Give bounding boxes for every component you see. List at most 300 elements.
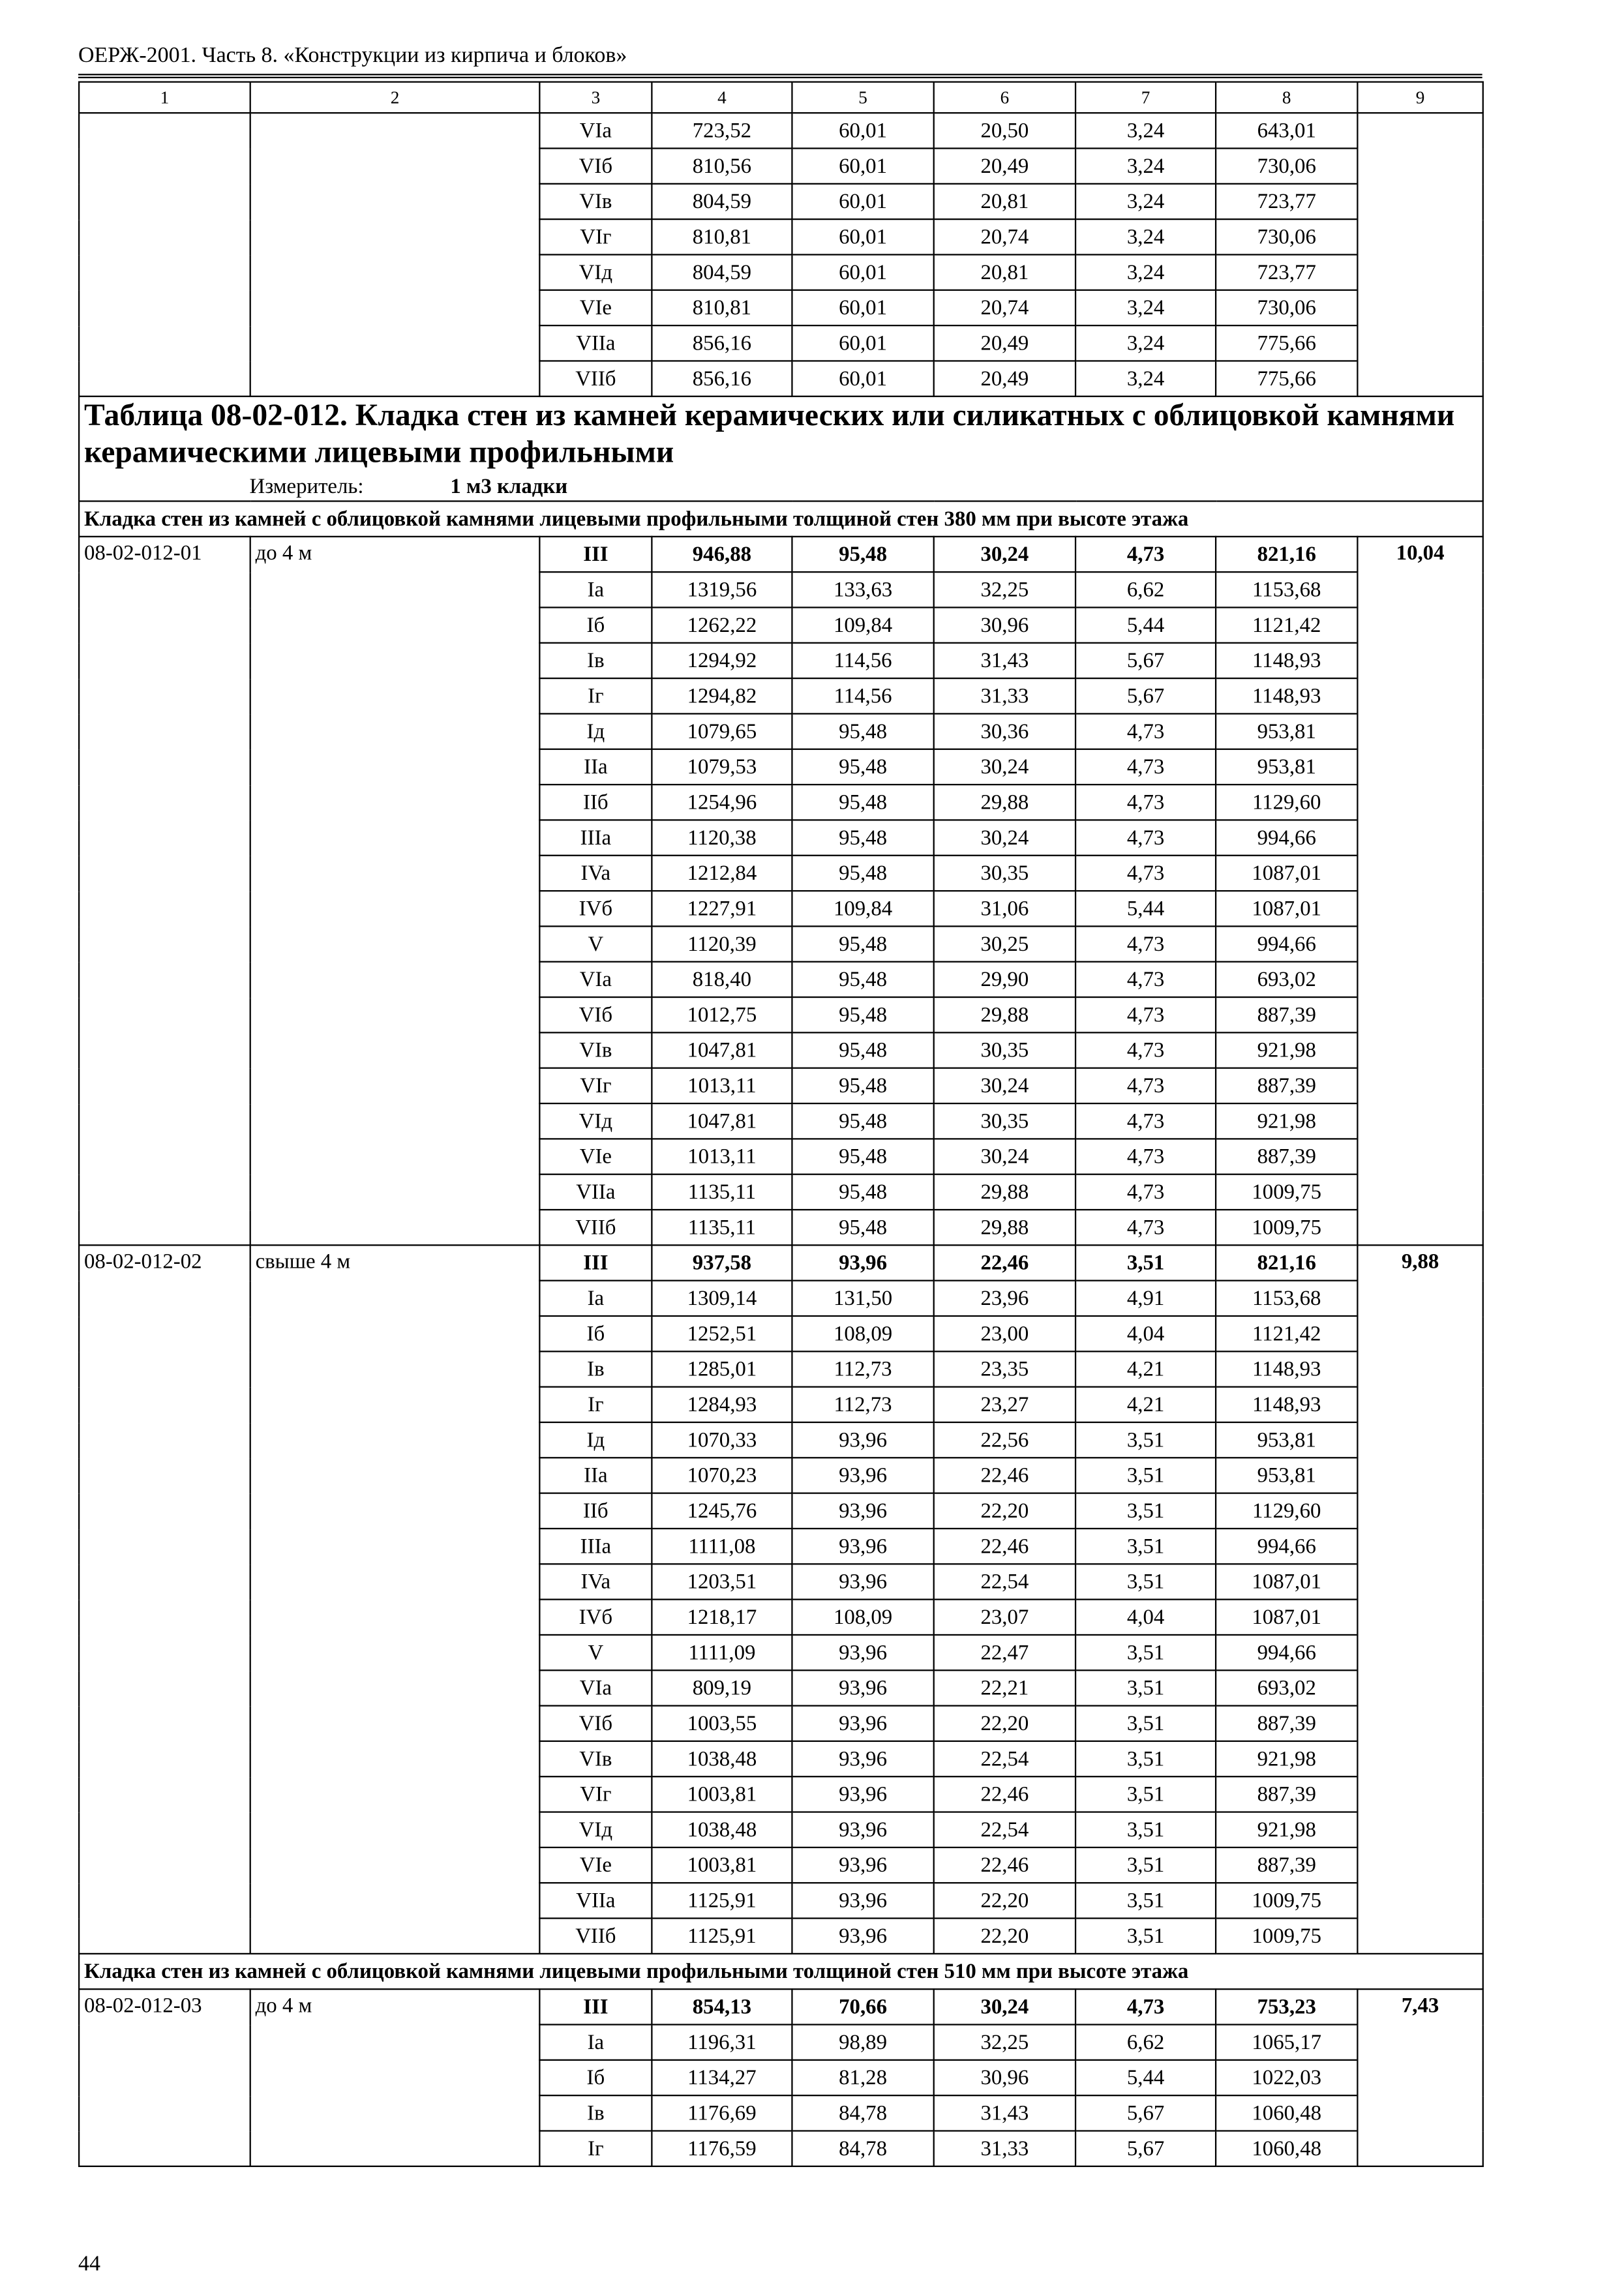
total-cost-cell: 1120,38 xyxy=(652,820,792,855)
unit-label: Измеритель: xyxy=(249,475,364,500)
materials-cost-cell: 643,01 xyxy=(1216,113,1357,148)
materials-cost-cell: 723,77 xyxy=(1216,184,1357,219)
materials-cost-cell: 1009,75 xyxy=(1216,1174,1357,1210)
machine-cost-cell: 23,35 xyxy=(934,1351,1075,1386)
machine-cost-cell: 30,24 xyxy=(934,537,1075,572)
total-cost-cell: 856,16 xyxy=(652,325,792,361)
materials-cost-cell: 953,81 xyxy=(1216,749,1357,785)
operator-wage-cell: 4,73 xyxy=(1075,1989,1216,2024)
labor-cost-cell: 93,96 xyxy=(792,1812,933,1848)
region-cell: V xyxy=(539,1635,652,1670)
labor-cost-cell: 93,96 xyxy=(792,1493,933,1529)
table-title: Таблица 08-02-012. Кладка стен из камней керамических или силикатных с облицовкой камнями керамическими лицевыми профильными xyxy=(84,396,1455,470)
total-cost-cell: 723,52 xyxy=(652,113,792,148)
operator-wage-cell: 3,51 xyxy=(1075,1493,1216,1529)
operator-wage-cell: 3,24 xyxy=(1075,325,1216,361)
materials-cost-cell: 730,06 xyxy=(1216,148,1357,183)
total-cost-cell: 1196,31 xyxy=(652,2025,792,2060)
region-cell: VIе xyxy=(539,290,652,325)
operator-wage-cell: 3,24 xyxy=(1075,148,1216,183)
labor-cost-cell: 95,48 xyxy=(792,820,933,855)
machine-cost-cell: 22,46 xyxy=(934,1529,1075,1564)
machine-cost-cell: 22,46 xyxy=(934,1776,1075,1812)
materials-cost-cell: 887,39 xyxy=(1216,1706,1357,1741)
column-number: 4 xyxy=(652,82,792,113)
total-cost-cell: 1047,81 xyxy=(652,1032,792,1068)
operator-wage-cell: 5,44 xyxy=(1075,891,1216,926)
operator-wage-cell: 4,73 xyxy=(1075,962,1216,997)
labor-cost-cell: 95,48 xyxy=(792,1068,933,1103)
labor-cost-cell: 93,96 xyxy=(792,1706,933,1741)
total-cost-cell: 1176,69 xyxy=(652,2095,792,2131)
total-cost-cell: 937,58 xyxy=(652,1245,792,1280)
region-cell: V xyxy=(539,926,652,961)
labor-cost-cell: 133,63 xyxy=(792,572,933,607)
materials-cost-cell: 723,77 xyxy=(1216,254,1357,290)
region-cell: VIд xyxy=(539,254,652,290)
materials-cost-cell: 730,06 xyxy=(1216,219,1357,254)
machine-cost-cell: 20,49 xyxy=(934,361,1075,396)
table-row xyxy=(79,1989,1483,2024)
machine-cost-cell: 30,96 xyxy=(934,2060,1075,2095)
machine-cost-cell: 30,35 xyxy=(934,856,1075,891)
total-cost-cell: 1227,91 xyxy=(652,891,792,926)
labor-cost-cell: 95,48 xyxy=(792,997,933,1032)
operator-wage-cell: 4,73 xyxy=(1075,1139,1216,1174)
materials-cost-cell: 953,81 xyxy=(1216,1458,1357,1493)
machine-cost-cell: 22,54 xyxy=(934,1812,1075,1848)
operator-wage-cell: 6,62 xyxy=(1075,2025,1216,2060)
region-cell: VIIa xyxy=(539,325,652,361)
materials-cost-cell: 693,02 xyxy=(1216,1670,1357,1705)
total-cost-cell: 1135,11 xyxy=(652,1210,792,1245)
region-cell: Iб xyxy=(539,2060,652,2095)
total-cost-cell: 1125,91 xyxy=(652,1883,792,1918)
machine-cost-cell: 22,54 xyxy=(934,1741,1075,1776)
total-cost-cell: 1079,65 xyxy=(652,713,792,749)
machine-cost-cell: 30,35 xyxy=(934,1103,1075,1139)
materials-cost-cell: 1129,60 xyxy=(1216,785,1357,820)
materials-cost-cell: 994,66 xyxy=(1216,1635,1357,1670)
region-cell: VIг xyxy=(539,1068,652,1103)
operator-wage-cell: 3,24 xyxy=(1075,184,1216,219)
operator-wage-cell: 3,51 xyxy=(1075,1741,1216,1776)
operator-wage-cell: 4,73 xyxy=(1075,1103,1216,1139)
materials-cost-cell: 1060,48 xyxy=(1216,2095,1357,2131)
materials-cost-cell: 953,81 xyxy=(1216,1422,1357,1458)
labor-cost-cell: 95,48 xyxy=(792,537,933,572)
operator-wage-cell: 5,44 xyxy=(1075,2060,1216,2095)
operator-wage-cell: 4,73 xyxy=(1075,1068,1216,1103)
table-title-cell xyxy=(79,396,1483,501)
operator-wage-cell: 4,73 xyxy=(1075,1210,1216,1245)
total-cost-cell: 1111,08 xyxy=(652,1529,792,1564)
operator-wage-cell: 4,73 xyxy=(1075,997,1216,1032)
machine-cost-cell: 22,20 xyxy=(934,1706,1075,1741)
labor-cost-cell: 95,48 xyxy=(792,1210,933,1245)
machine-cost-cell: 20,74 xyxy=(934,219,1075,254)
ratio-value: 7,43 xyxy=(1357,1989,1482,2166)
column-number: 2 xyxy=(250,82,540,113)
machine-cost-cell: 31,33 xyxy=(934,2131,1075,2166)
column-number: 6 xyxy=(934,82,1075,113)
operator-wage-cell: 3,51 xyxy=(1075,1670,1216,1705)
region-cell: IIIa xyxy=(539,820,652,855)
machine-cost-cell: 31,33 xyxy=(934,678,1075,713)
operator-wage-cell: 5,44 xyxy=(1075,607,1216,642)
total-cost-cell: 810,81 xyxy=(652,219,792,254)
labor-cost-cell: 60,01 xyxy=(792,219,933,254)
total-cost-cell: 1135,11 xyxy=(652,1174,792,1210)
machine-cost-cell: 29,90 xyxy=(934,962,1075,997)
region-cell: III xyxy=(539,537,652,572)
region-cell: VIе xyxy=(539,1848,652,1883)
operator-wage-cell: 4,73 xyxy=(1075,1032,1216,1068)
materials-cost-cell: 953,81 xyxy=(1216,713,1357,749)
materials-cost-cell: 994,66 xyxy=(1216,820,1357,855)
labor-cost-cell: 93,96 xyxy=(792,1529,933,1564)
materials-cost-cell: 921,98 xyxy=(1216,1103,1357,1139)
operator-wage-cell: 3,51 xyxy=(1075,1848,1216,1883)
machine-cost-cell: 31,43 xyxy=(934,2095,1075,2131)
machine-cost-cell: 23,00 xyxy=(934,1316,1075,1351)
column-numbers-row xyxy=(79,82,1483,113)
materials-cost-cell: 1153,68 xyxy=(1216,572,1357,607)
region-cell: VIa xyxy=(539,1670,652,1705)
total-cost-cell: 1262,22 xyxy=(652,607,792,642)
materials-cost-cell: 1087,01 xyxy=(1216,1600,1357,1635)
total-cost-cell: 1203,51 xyxy=(652,1564,792,1599)
machine-cost-cell: 30,36 xyxy=(934,713,1075,749)
region-cell: VIб xyxy=(539,997,652,1032)
labor-cost-cell: 93,96 xyxy=(792,1883,933,1918)
labor-cost-cell: 93,96 xyxy=(792,1635,933,1670)
labor-cost-cell: 60,01 xyxy=(792,254,933,290)
region-cell: Iв xyxy=(539,1351,652,1386)
total-cost-cell: 1176,59 xyxy=(652,2131,792,2166)
total-cost-cell: 1111,09 xyxy=(652,1635,792,1670)
total-cost-cell: 1285,01 xyxy=(652,1351,792,1386)
section-heading: Кладка стен из камней с облицовкой камнями лицевыми профильными толщиной стен 510 мм при высоте этажа xyxy=(79,1954,1483,1989)
region-cell: Ia xyxy=(539,2025,652,2060)
operator-wage-cell: 3,51 xyxy=(1075,1812,1216,1848)
region-cell: IVa xyxy=(539,856,652,891)
labor-cost-cell: 93,96 xyxy=(792,1422,933,1458)
total-cost-cell: 1134,27 xyxy=(652,2060,792,2095)
total-cost-cell: 1013,11 xyxy=(652,1068,792,1103)
labor-cost-cell: 95,48 xyxy=(792,1139,933,1174)
materials-cost-cell: 693,02 xyxy=(1216,962,1357,997)
total-cost-cell: 856,16 xyxy=(652,361,792,396)
region-cell: Iб xyxy=(539,1316,652,1351)
labor-cost-cell: 60,01 xyxy=(792,148,933,183)
machine-cost-cell: 20,74 xyxy=(934,290,1075,325)
labor-cost-cell: 95,48 xyxy=(792,1032,933,1068)
operator-wage-cell: 4,73 xyxy=(1075,749,1216,785)
total-cost-cell: 810,56 xyxy=(652,148,792,183)
machine-cost-cell: 20,50 xyxy=(934,113,1075,148)
materials-cost-cell: 1121,42 xyxy=(1216,607,1357,642)
ratio-value: 9,88 xyxy=(1357,1245,1482,1954)
materials-cost-cell: 1087,01 xyxy=(1216,1564,1357,1599)
machine-cost-cell: 23,96 xyxy=(934,1281,1075,1316)
machine-cost-cell: 22,46 xyxy=(934,1245,1075,1280)
materials-cost-cell: 821,16 xyxy=(1216,1245,1357,1280)
region-cell: VIIб xyxy=(539,1919,652,1954)
machine-cost-cell: 30,24 xyxy=(934,1989,1075,2024)
section-heading: Кладка стен из камней с облицовкой камнями лицевыми профильными толщиной стен 380 мм при высоте этажа xyxy=(79,501,1483,536)
machine-cost-cell: 22,54 xyxy=(934,1564,1075,1599)
materials-cost-cell: 994,66 xyxy=(1216,1529,1357,1564)
table-row xyxy=(79,1245,1483,1280)
region-cell: VIIa xyxy=(539,1883,652,1918)
operator-wage-cell: 3,24 xyxy=(1075,290,1216,325)
total-cost-cell: 1294,82 xyxy=(652,678,792,713)
total-cost-cell: 1212,84 xyxy=(652,856,792,891)
machine-cost-cell: 30,96 xyxy=(934,607,1075,642)
machine-cost-cell: 30,24 xyxy=(934,820,1075,855)
page-header: ОЕРЖ-2001. Часть 8. «Конструкции из кирпича и блоков» xyxy=(78,44,627,68)
region-cell: IIIa xyxy=(539,1529,652,1564)
materials-cost-cell: 1009,75 xyxy=(1216,1883,1357,1918)
machine-cost-cell: 20,81 xyxy=(934,254,1075,290)
labor-cost-cell: 60,01 xyxy=(792,290,933,325)
materials-cost-cell: 887,39 xyxy=(1216,1776,1357,1812)
rate-description: свыше 4 м xyxy=(250,1245,540,1954)
region-cell: VIв xyxy=(539,1032,652,1068)
machine-cost-cell: 30,35 xyxy=(934,1032,1075,1068)
table-row xyxy=(79,537,1483,572)
machine-cost-cell: 32,25 xyxy=(934,572,1075,607)
rate-description: до 4 м xyxy=(250,537,540,1246)
region-cell: Iг xyxy=(539,678,652,713)
labor-cost-cell: 60,01 xyxy=(792,113,933,148)
materials-cost-cell: 921,98 xyxy=(1216,1812,1357,1848)
total-cost-cell: 946,88 xyxy=(652,537,792,572)
materials-cost-cell: 1009,75 xyxy=(1216,1919,1357,1954)
section-heading-row xyxy=(79,501,1483,536)
operator-wage-cell: 4,73 xyxy=(1075,820,1216,855)
region-cell: Ia xyxy=(539,1281,652,1316)
region-cell: IIa xyxy=(539,749,652,785)
total-cost-cell: 1254,96 xyxy=(652,785,792,820)
header-rule xyxy=(78,74,1482,75)
labor-cost-cell: 93,96 xyxy=(792,1245,933,1280)
region-cell: VIд xyxy=(539,1812,652,1848)
materials-cost-cell: 1087,01 xyxy=(1216,856,1357,891)
materials-cost-cell: 1148,93 xyxy=(1216,643,1357,678)
operator-wage-cell: 3,24 xyxy=(1075,254,1216,290)
operator-wage-cell: 5,67 xyxy=(1075,2095,1216,2131)
labor-cost-cell: 93,96 xyxy=(792,1919,933,1954)
machine-cost-cell: 30,24 xyxy=(934,749,1075,785)
operator-wage-cell: 5,67 xyxy=(1075,2131,1216,2166)
materials-cost-cell: 753,23 xyxy=(1216,1989,1357,2024)
total-cost-cell: 1070,33 xyxy=(652,1422,792,1458)
code-cell xyxy=(79,113,250,396)
labor-cost-cell: 93,96 xyxy=(792,1670,933,1705)
region-cell: Iв xyxy=(539,643,652,678)
rate-code: 08-02-012-03 xyxy=(79,1989,250,2166)
operator-wage-cell: 3,51 xyxy=(1075,1529,1216,1564)
rates-table xyxy=(78,81,1484,2166)
materials-cost-cell: 921,98 xyxy=(1216,1741,1357,1776)
operator-wage-cell: 5,67 xyxy=(1075,643,1216,678)
labor-cost-cell: 98,89 xyxy=(792,2025,933,2060)
labor-cost-cell: 93,96 xyxy=(792,1741,933,1776)
labor-cost-cell: 95,48 xyxy=(792,962,933,997)
materials-cost-cell: 775,66 xyxy=(1216,361,1357,396)
total-cost-cell: 1003,81 xyxy=(652,1776,792,1812)
machine-cost-cell: 22,20 xyxy=(934,1919,1075,1954)
column-number: 7 xyxy=(1075,82,1216,113)
labor-cost-cell: 84,78 xyxy=(792,2095,933,2131)
machine-cost-cell: 29,88 xyxy=(934,997,1075,1032)
operator-wage-cell: 4,73 xyxy=(1075,1174,1216,1210)
labor-cost-cell: 131,50 xyxy=(792,1281,933,1316)
materials-cost-cell: 1022,03 xyxy=(1216,2060,1357,2095)
operator-wage-cell: 3,51 xyxy=(1075,1706,1216,1741)
materials-cost-cell: 775,66 xyxy=(1216,325,1357,361)
operator-wage-cell: 3,51 xyxy=(1075,1919,1216,1954)
total-cost-cell: 804,59 xyxy=(652,184,792,219)
ratio-value: 10,04 xyxy=(1357,537,1482,1246)
region-cell: Iг xyxy=(539,1387,652,1422)
region-cell: IVa xyxy=(539,1564,652,1599)
total-cost-cell: 1125,91 xyxy=(652,1919,792,1954)
materials-cost-cell: 994,66 xyxy=(1216,926,1357,961)
machine-cost-cell: 29,88 xyxy=(934,1210,1075,1245)
total-cost-cell: 854,13 xyxy=(652,1989,792,2024)
region-cell: VIв xyxy=(539,1741,652,1776)
operator-wage-cell: 4,73 xyxy=(1075,926,1216,961)
machine-cost-cell: 22,47 xyxy=(934,1635,1075,1670)
materials-cost-cell: 1009,75 xyxy=(1216,1210,1357,1245)
operator-wage-cell: 3,51 xyxy=(1075,1422,1216,1458)
labor-cost-cell: 93,96 xyxy=(792,1458,933,1493)
total-cost-cell: 1218,17 xyxy=(652,1600,792,1635)
region-cell: IVб xyxy=(539,1600,652,1635)
operator-wage-cell: 3,51 xyxy=(1075,1776,1216,1812)
labor-cost-cell: 95,48 xyxy=(792,713,933,749)
region-cell: VIд xyxy=(539,1103,652,1139)
total-cost-cell: 810,81 xyxy=(652,290,792,325)
materials-cost-cell: 1087,01 xyxy=(1216,891,1357,926)
operator-wage-cell: 4,04 xyxy=(1075,1316,1216,1351)
materials-cost-cell: 1148,93 xyxy=(1216,678,1357,713)
region-cell: Iв xyxy=(539,2095,652,2131)
unit-value: 1 м3 кладки xyxy=(450,475,568,500)
machine-cost-cell: 31,43 xyxy=(934,643,1075,678)
machine-cost-cell: 23,27 xyxy=(934,1387,1075,1422)
operator-wage-cell: 3,51 xyxy=(1075,1564,1216,1599)
description-cell xyxy=(250,113,540,396)
operator-wage-cell: 3,51 xyxy=(1075,1245,1216,1280)
operator-wage-cell: 3,24 xyxy=(1075,361,1216,396)
labor-cost-cell: 95,48 xyxy=(792,856,933,891)
column-number: 3 xyxy=(539,82,652,113)
column-number: 9 xyxy=(1357,82,1482,113)
materials-cost-cell: 887,39 xyxy=(1216,1068,1357,1103)
total-cost-cell: 1003,81 xyxy=(652,1848,792,1883)
total-cost-cell: 1319,56 xyxy=(652,572,792,607)
total-cost-cell: 1012,75 xyxy=(652,997,792,1032)
total-cost-cell: 818,40 xyxy=(652,962,792,997)
region-cell: VIa xyxy=(539,962,652,997)
total-cost-cell: 1120,39 xyxy=(652,926,792,961)
labor-cost-cell: 93,96 xyxy=(792,1776,933,1812)
region-cell: Iд xyxy=(539,1422,652,1458)
labor-cost-cell: 60,01 xyxy=(792,184,933,219)
total-cost-cell: 1003,55 xyxy=(652,1706,792,1741)
region-cell: VIв xyxy=(539,184,652,219)
header-rule xyxy=(78,77,1482,78)
operator-wage-cell: 3,51 xyxy=(1075,1883,1216,1918)
total-cost-cell: 1079,53 xyxy=(652,749,792,785)
materials-cost-cell: 1148,93 xyxy=(1216,1387,1357,1422)
machine-cost-cell: 30,24 xyxy=(934,1068,1075,1103)
total-cost-cell: 809,19 xyxy=(652,1670,792,1705)
total-cost-cell: 1309,14 xyxy=(652,1281,792,1316)
machine-cost-cell: 30,25 xyxy=(934,926,1075,961)
rate-code: 08-02-012-02 xyxy=(79,1245,250,1954)
column-number: 5 xyxy=(792,82,933,113)
operator-wage-cell: 4,73 xyxy=(1075,537,1216,572)
total-cost-cell: 1284,93 xyxy=(652,1387,792,1422)
operator-wage-cell: 3,51 xyxy=(1075,1458,1216,1493)
materials-cost-cell: 1060,48 xyxy=(1216,2131,1357,2166)
operator-wage-cell: 3,51 xyxy=(1075,1635,1216,1670)
materials-cost-cell: 1153,68 xyxy=(1216,1281,1357,1316)
region-cell: VIб xyxy=(539,1706,652,1741)
machine-cost-cell: 31,06 xyxy=(934,891,1075,926)
machine-cost-cell: 22,46 xyxy=(934,1458,1075,1493)
operator-wage-cell: 3,24 xyxy=(1075,219,1216,254)
table-row xyxy=(79,113,1483,148)
operator-wage-cell: 4,73 xyxy=(1075,856,1216,891)
labor-cost-cell: 109,84 xyxy=(792,891,933,926)
unit-of-measure xyxy=(84,474,1478,501)
materials-cost-cell: 921,98 xyxy=(1216,1032,1357,1068)
labor-cost-cell: 70,66 xyxy=(792,1989,933,2024)
machine-cost-cell: 20,81 xyxy=(934,184,1075,219)
materials-cost-cell: 887,39 xyxy=(1216,997,1357,1032)
labor-cost-cell: 93,96 xyxy=(792,1848,933,1883)
section-heading-row xyxy=(79,1954,1483,1989)
operator-wage-cell: 6,62 xyxy=(1075,572,1216,607)
materials-cost-cell: 1121,42 xyxy=(1216,1316,1357,1351)
operator-wage-cell: 4,21 xyxy=(1075,1351,1216,1386)
total-cost-cell: 804,59 xyxy=(652,254,792,290)
region-cell: IIa xyxy=(539,1458,652,1493)
machine-cost-cell: 29,88 xyxy=(934,1174,1075,1210)
total-cost-cell: 1294,92 xyxy=(652,643,792,678)
machine-cost-cell: 22,20 xyxy=(934,1883,1075,1918)
region-cell: VIб xyxy=(539,148,652,183)
region-cell: VIIб xyxy=(539,1210,652,1245)
materials-cost-cell: 887,39 xyxy=(1216,1848,1357,1883)
labor-cost-cell: 60,01 xyxy=(792,361,933,396)
labor-cost-cell: 108,09 xyxy=(792,1316,933,1351)
materials-cost-cell: 1065,17 xyxy=(1216,2025,1357,2060)
column-number: 8 xyxy=(1216,82,1357,113)
operator-wage-cell: 4,73 xyxy=(1075,785,1216,820)
labor-cost-cell: 108,09 xyxy=(792,1600,933,1635)
region-cell: VIIб xyxy=(539,361,652,396)
labor-cost-cell: 93,96 xyxy=(792,1564,933,1599)
labor-cost-cell: 114,56 xyxy=(792,643,933,678)
total-cost-cell: 1038,48 xyxy=(652,1741,792,1776)
